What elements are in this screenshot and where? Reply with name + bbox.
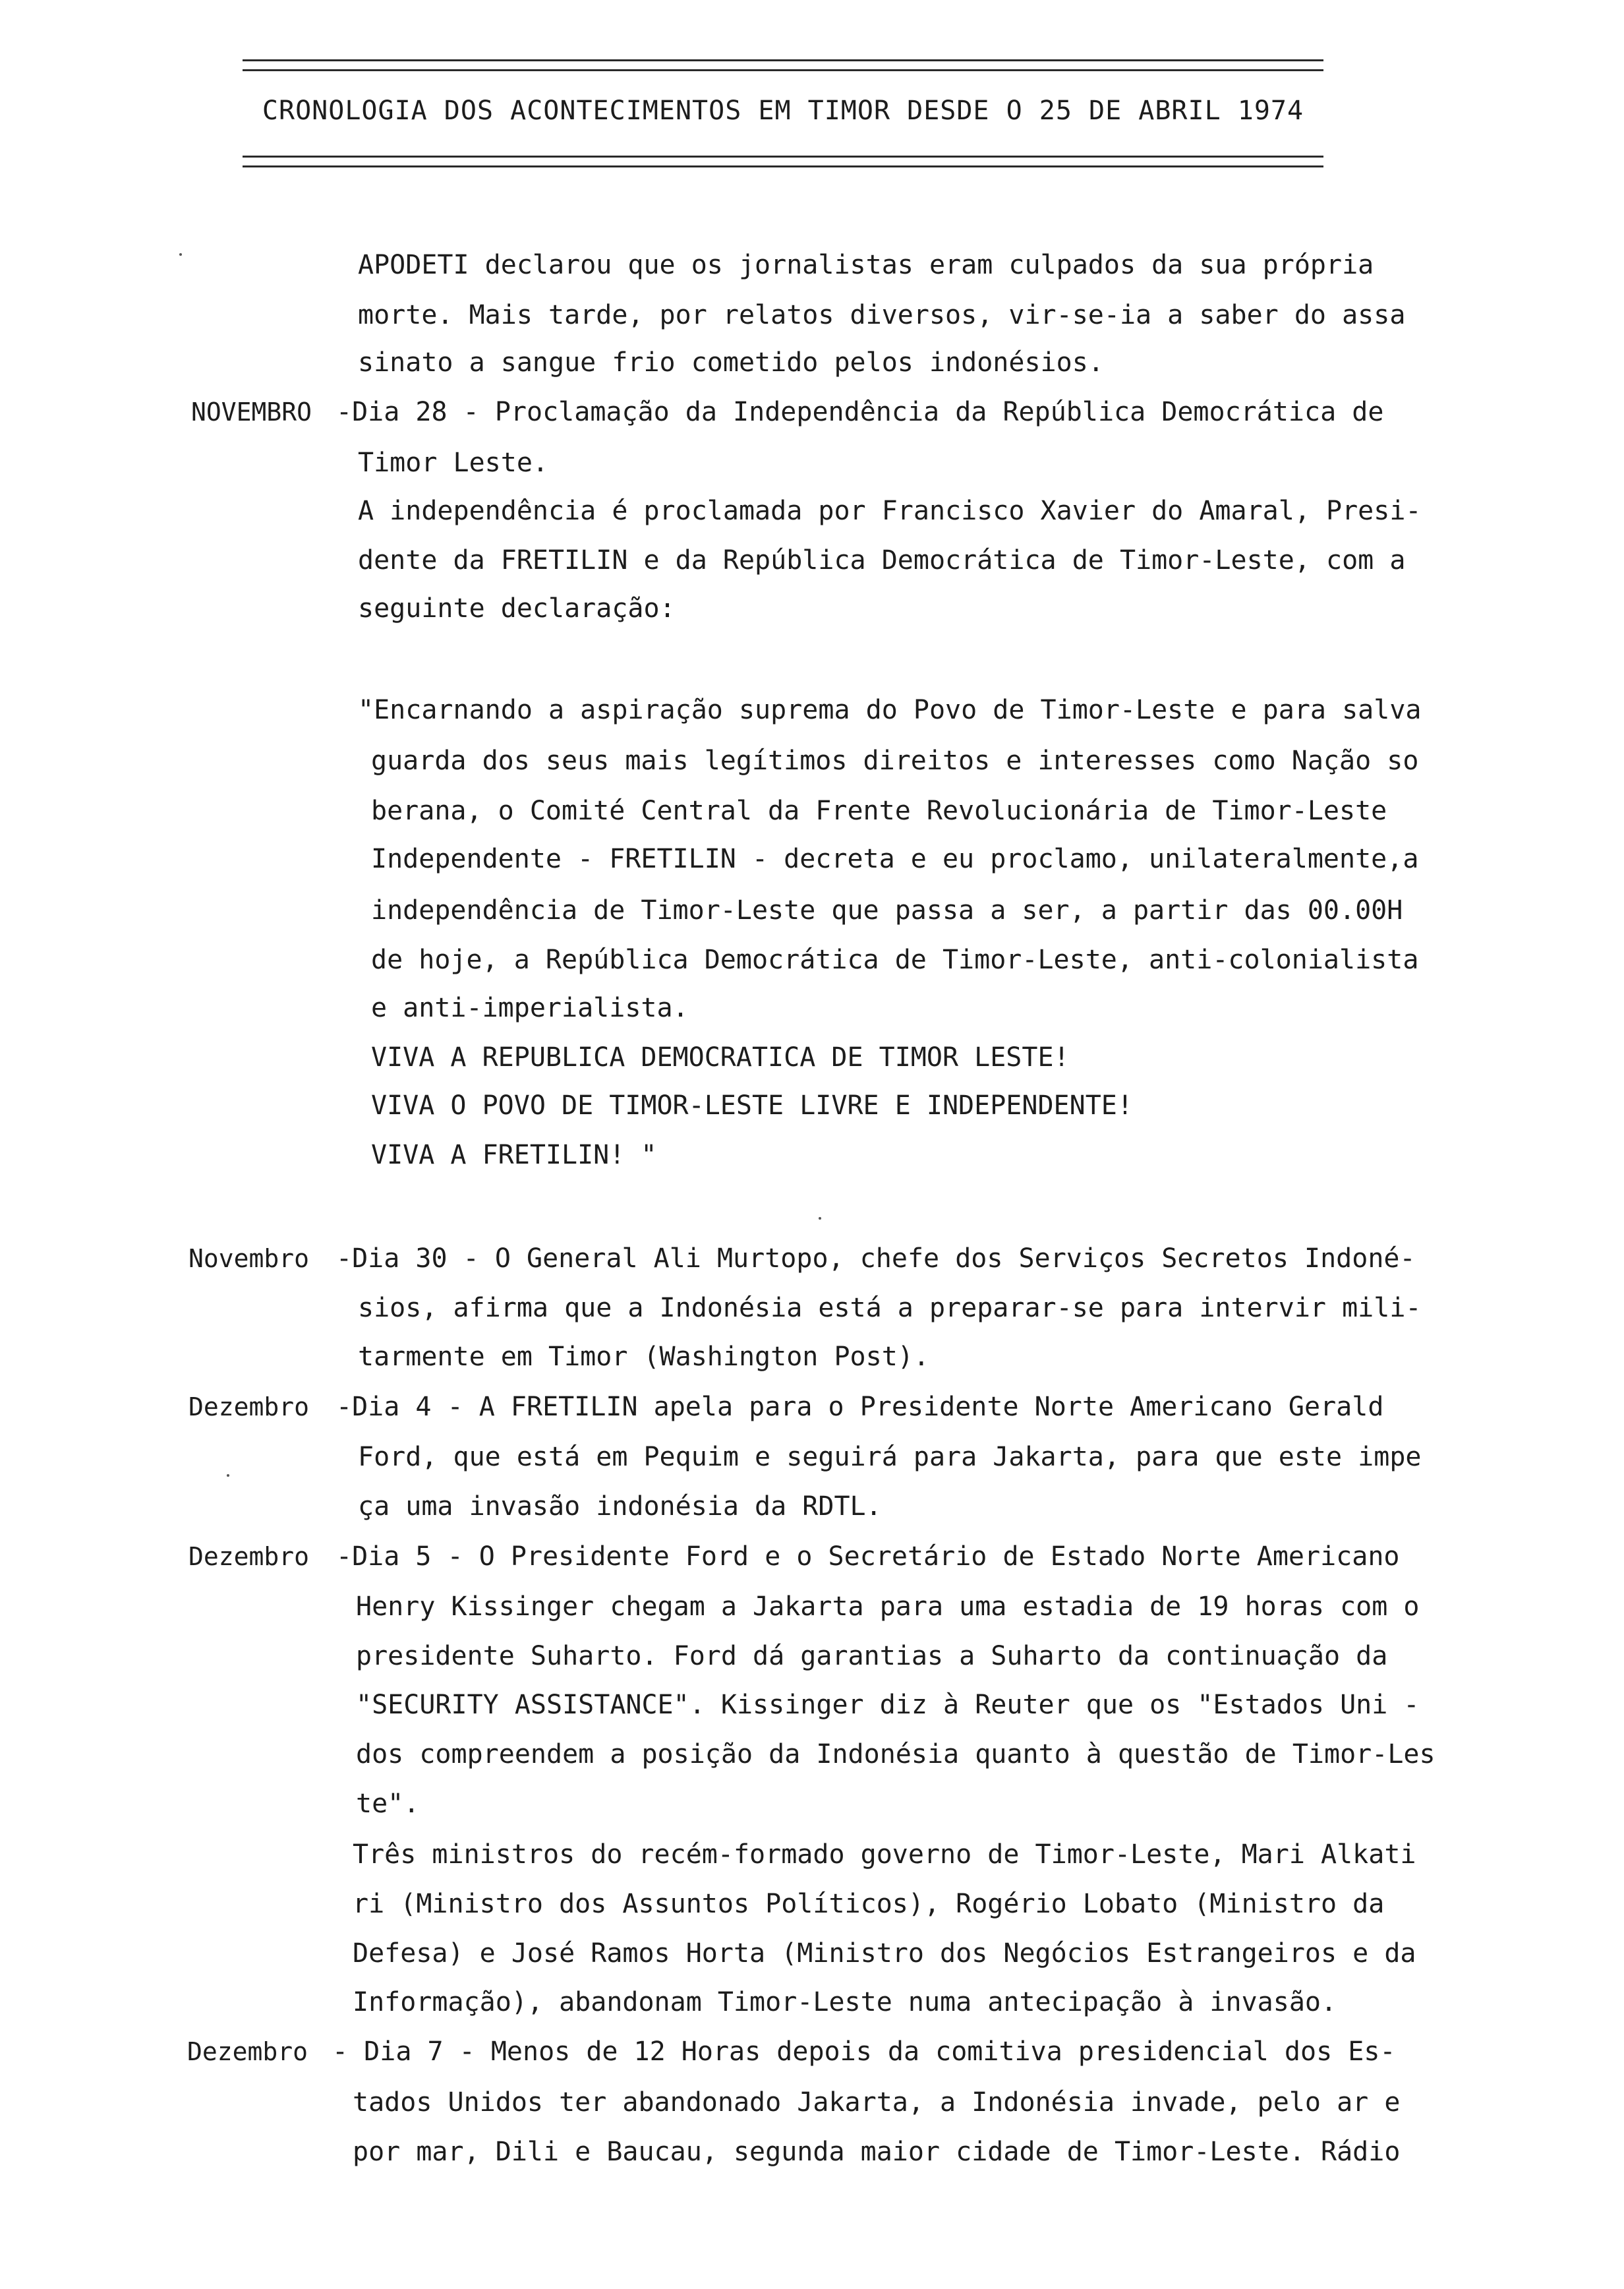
declaration-line: Independente - FRETILIN - decreta e eu proclamo, unilateralmente,a — [371, 844, 1419, 874]
entry-line: "SECURITY ASSISTANCE". Kissinger diz à Reuter que os "Estados Uni - — [356, 1690, 1420, 1720]
intro-line: morte. Mais tarde, por relatos diversos, vir-se-ia a saber do assa — [358, 300, 1406, 330]
scan-speck — [179, 253, 182, 256]
declaration-line: e anti-imperialista. — [371, 993, 689, 1023]
entry-line: te". — [356, 1789, 420, 1819]
entry-month-label: Dezembro — [188, 1392, 310, 1421]
page-title: CRONOLOGIA DOS ACONTECIMENTOS EM TIMOR DESDE O 25 DE ABRIL 1974 — [262, 96, 1304, 126]
entry-line: -Dia 4 - A FRETILIN apela para o Presidente Norte Americano Gerald — [336, 1392, 1384, 1422]
entry-line: tados Unidos ter abandonado Jakarta, a Indonésia invade, pelo ar e — [353, 2087, 1401, 2118]
entry-line: -Dia 5 - O Presidente Ford e o Secretário de Estado Norte Americano — [336, 1541, 1400, 1572]
entry-line: presidente Suharto. Ford dá garantias a Suharto da continuação da — [356, 1641, 1388, 1671]
entry-line: dos compreendem a posição da Indonésia quanto à questão de Timor-Les — [356, 1739, 1436, 1769]
entry-line: -Dia 28 - Proclamação da Independência da República Democrática de — [336, 397, 1384, 427]
entry-line: Henry Kissinger chegam a Jakarta para uma estadia de 19 horas com o — [356, 1591, 1420, 1622]
scan-speck — [227, 1474, 229, 1477]
declaration-line: VIVA O POVO DE TIMOR-LESTE LIVRE E INDEPENDENTE! — [371, 1090, 1133, 1121]
header-rule-bottom — [243, 156, 1323, 167]
declaration-line: de hoje, a República Democrática de Timor-Leste, anti-colonialista — [371, 945, 1419, 975]
declaration-line: independência de Timor-Leste que passa a ser, a partir das 00.00H — [371, 895, 1403, 926]
declaration-line: guarda dos seus mais legítimos direitos e interesses como Nação so — [371, 746, 1419, 776]
entry-month-label: Novembro — [188, 1244, 310, 1273]
scan-speck — [819, 1217, 821, 1220]
entry-line: Três ministros do recém-formado governo de Timor-Leste, Mari Alkati — [353, 1839, 1416, 1870]
entry-line: Ford, que está em Pequim e seguirá para Jakarta, para que este impe — [358, 1442, 1422, 1472]
entry-line: Informação), abandonam Timor-Leste numa antecipação à invasão. — [353, 1987, 1337, 2017]
entry-line: ri (Ministro dos Assuntos Políticos), Rogério Lobato (Ministro da — [353, 1889, 1385, 1919]
entry-month-label: NOVEMBRO — [191, 398, 312, 427]
entry-line: por mar, Dili e Baucau, segunda maior cidade de Timor-Leste. Rádio — [353, 2137, 1401, 2167]
entry-line: -Dia 30 - O General Ali Murtopo, chefe dos Serviços Secretos Indoné- — [336, 1243, 1416, 1274]
entry-month-label: Dezembro — [188, 1542, 310, 1571]
entry-line: seguinte declaração: — [358, 593, 676, 624]
entry-line: Timor Leste. — [358, 448, 548, 478]
declaration-line: VIVA A FRETILIN! " — [371, 1140, 657, 1170]
entry-line: dente da FRETILIN e da República Democrática de Timor-Leste, com a — [358, 545, 1406, 576]
intro-line: APODETI declarou que os jornalistas eram culpados da sua própria — [358, 250, 1374, 280]
entry-line: A independência é proclamada por Francisco Xavier do Amaral, Presi- — [358, 496, 1422, 526]
declaration-line: berana, o Comité Central da Frente Revolucionária de Timor-Leste — [371, 796, 1387, 826]
entry-line: ça uma invasão indonésia da RDTL. — [358, 1491, 882, 1522]
entry-line: tarmente em Timor (Washington Post). — [358, 1342, 929, 1372]
entry-month-label: Dezembro — [187, 2037, 308, 2066]
declaration-line: "Encarnando a aspiração suprema do Povo de Timor-Leste e para salva — [358, 695, 1422, 725]
intro-line: sinato a sangue frio cometido pelos indonésios. — [358, 347, 1104, 378]
entry-line: sios, afirma que a Indonésia está a preparar-se para intervir mili- — [358, 1293, 1422, 1323]
header-rule-top — [243, 59, 1323, 71]
entry-line: Defesa) e José Ramos Horta (Ministro dos Negócios Estrangeiros e da — [353, 1938, 1416, 1969]
entry-line: - Dia 7 - Menos de 12 Horas depois da comitiva presidencial dos Es- — [332, 2036, 1396, 2067]
declaration-line: VIVA A REPUBLICA DEMOCRATICA DE TIMOR LESTE! — [371, 1042, 1070, 1073]
